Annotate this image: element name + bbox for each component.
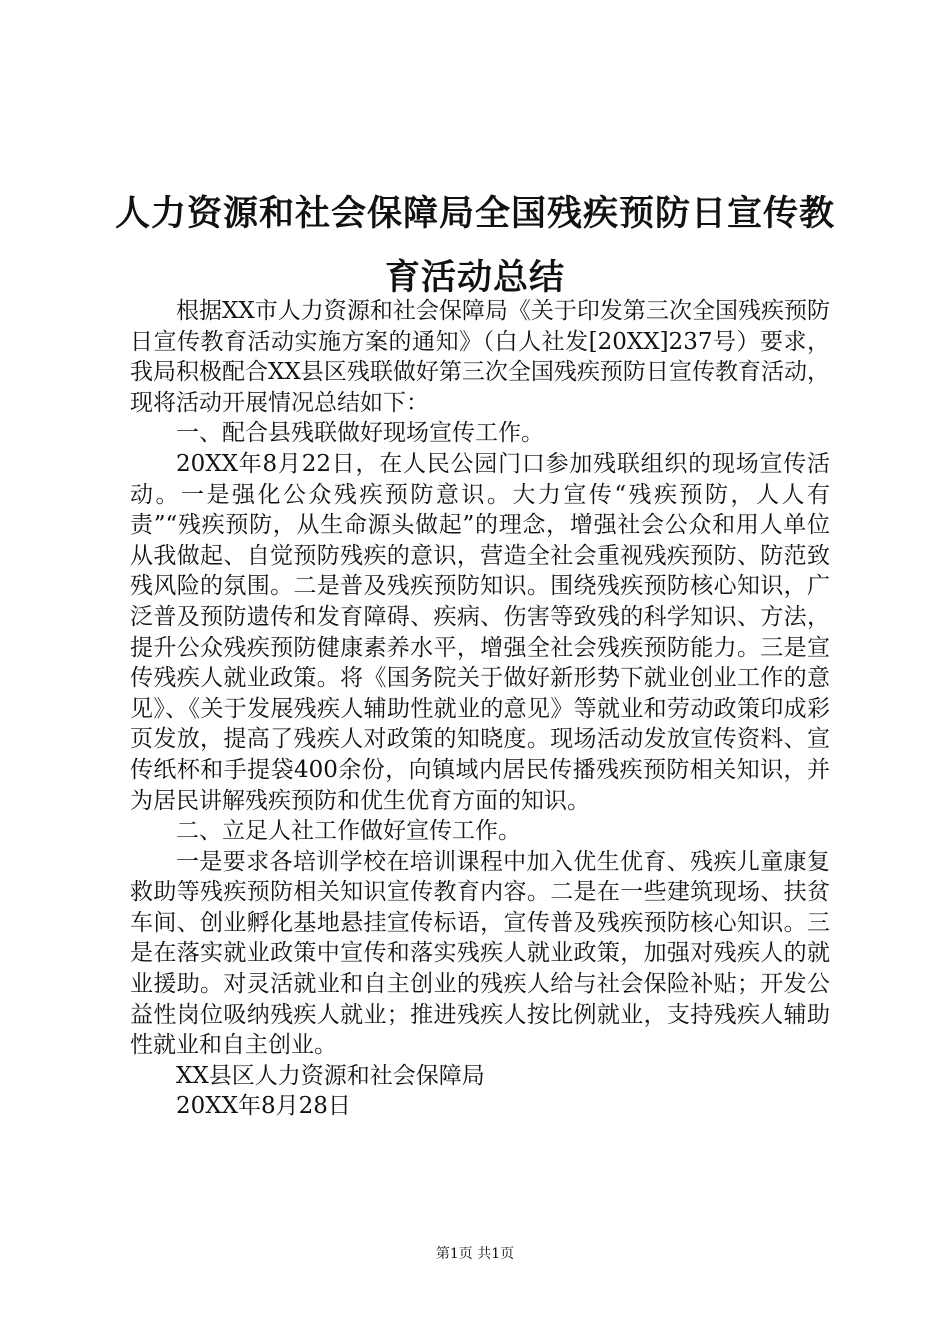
signature-organization: XX县区人力资源和社会保障局 [176, 1062, 485, 1089]
section-heading-1: 一、配合县残联做好现场宣传工作。 [176, 420, 544, 447]
paragraph-section-2: 一是要求各培训学校在培训课程中加入优生优育、残疾儿童康复救助等残疾预防相关知识宣传教育内容。二是在一些建筑现场、扶贫车间、创业孵化基地悬挂宣传标语，宣传普及残疾预防核心知识。三是在落实就业政策中宣传和落实残疾人就业政策，加强对残疾人的就业援助。对灵活就业和自主创业的残疾人给与社会保险补贴；开发公益性岗位吸纳残疾人就业；推进残疾人按比例就业，支持残疾人辅助性就业和自主创业。 [130, 848, 830, 1059]
page-footer: 第1页 共1页 [435, 1246, 515, 1262]
document-body [130, 296, 830, 1122]
signature-date: 20XX年8月28日 [176, 1093, 351, 1120]
paragraph-intro: 根据XX市人力资源和社会保障局《关于印发第三次全国残疾预防日宣传教育活动实施方案的通知》（白人社发[20XX]237号）要求，我局积极配合XX县区残联做好第三次全国残疾预防日宣传教育活动，现将活动开展情况总结如下： [130, 298, 830, 416]
section-heading-2: 二、立足人社工作做好宣传工作。 [176, 818, 521, 845]
document-title: 人力资源和社会保障局全国残疾预防日宣传教育活动总结 [114, 194, 835, 298]
paragraph-section-1: 20XX年8月22日，在人民公园门口参加残联组织的现场宣传活动。一是强化公众残疾预防意识。大力宣传“残疾预防，人人有责”“残疾预防，从生命源头做起”的理念，增强社会公众和用人单位从我做起、自觉预防残疾的意识，营造全社会重视残疾预防、防范致残风险的氛围。二是普及残疾预防知识。围绕残疾预防核心知识，广泛普及预防遗传和发育障碍、疾病、伤害等致残的科学知识、方法，提升公众残疾预防健康素养水平，增强全社会残疾预防能力。三是宣传残疾人就业政策。将《国务院关于做好新形势下就业创业工作的意见》、《关于发展残疾人辅助性就业的意见》等就业和劳动政策印成彩页发放，提高了残疾人对政策的知晓度。现场活动发放宣传资料、宣传纸杯和手提袋400余份，向镇域内居民传播残疾预防相关知识，并为居民讲解残疾预防和优生优育方面的知识。 [130, 450, 830, 814]
